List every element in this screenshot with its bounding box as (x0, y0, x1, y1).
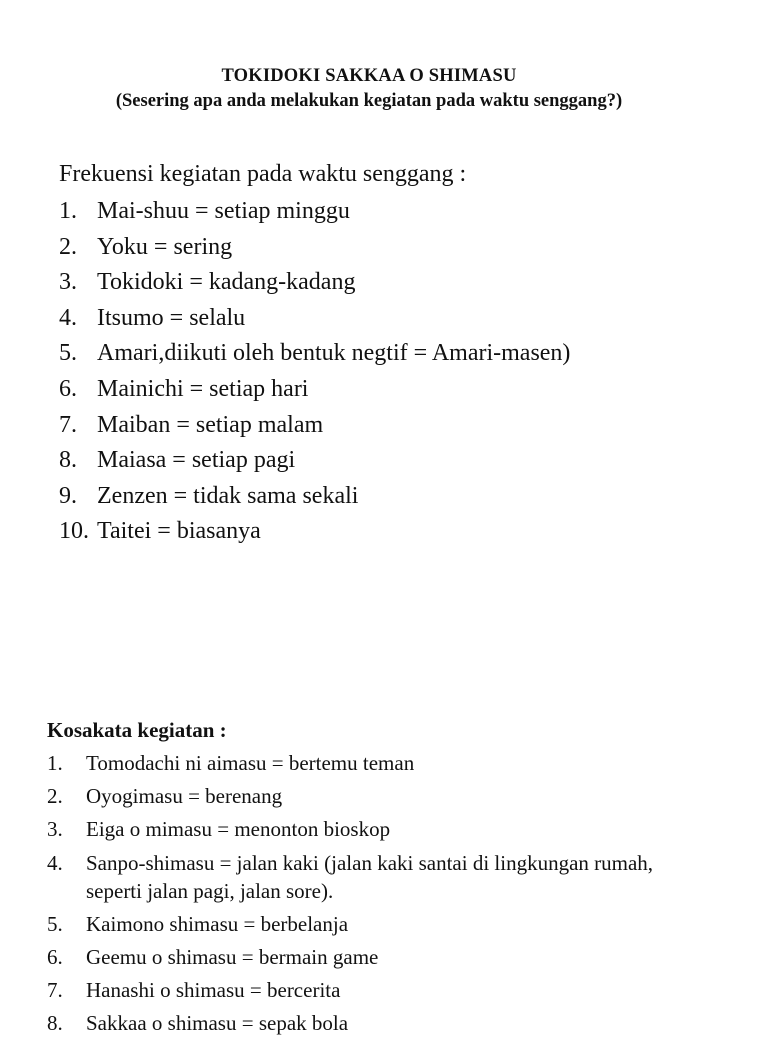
vocabulary-heading: Kosakata kegiatan : (47, 718, 227, 742)
list-item-number: 6. (47, 944, 63, 969)
list-item-text: Mainichi = setiap hari (97, 375, 309, 402)
list-item (59, 410, 570, 446)
list-item (47, 976, 686, 1004)
list-item-text: Sakkaa o shimasu = sepak bola (86, 1011, 349, 1036)
list-item (59, 445, 570, 481)
list-item-number: 2. (59, 233, 77, 260)
frequency-list (59, 196, 570, 552)
list-item (59, 481, 570, 517)
list-item-text: Amari,diikuti oleh bentuk negtif = Amari-masen) (97, 340, 571, 367)
list-item-text: Sanpo-shimasu = jalan kaki (jalan kaki santai di lingkungan rumah, seperti jalan pagi, jalan sore). (86, 850, 654, 903)
list-item (59, 374, 570, 410)
list-item (47, 1009, 686, 1037)
list-item-text: Tomodachi ni aimasu = bertemu teman (86, 751, 415, 775)
list-item (59, 338, 570, 374)
list-item-number: 5. (47, 911, 63, 936)
list-item-text: Geemu o shimasu = bermain game (86, 944, 379, 969)
list-item-text: Eiga o mimasu = menonton bioskop (86, 817, 391, 842)
list-item-number: 5. (59, 340, 77, 367)
list-item (59, 232, 570, 268)
list-item-number: 1. (47, 751, 63, 775)
list-item-number: 4. (47, 850, 63, 875)
vocabulary-list (47, 749, 686, 1043)
list-item (59, 516, 570, 552)
list-item-text: Kaimono shimasu = berbelanja (86, 911, 349, 936)
list-item (59, 196, 570, 232)
list-item (47, 815, 686, 843)
list-item-number: 3. (47, 817, 63, 842)
list-item-text: Itsumo = selalu (97, 304, 246, 331)
list-item-number: 8. (59, 447, 77, 474)
list-item-number: 9. (59, 482, 77, 509)
list-item (59, 303, 570, 339)
list-item-number: 7. (59, 411, 77, 438)
list-item-number: 8. (47, 1011, 63, 1036)
list-item (47, 849, 686, 905)
list-item-text: Oyogimasu = berenang (86, 784, 283, 809)
list-item (47, 943, 686, 971)
list-item-text: Hanashi o shimasu = bercerita (86, 978, 341, 1003)
document-title: TOKIDOKI SAKKAA O SHIMASU (221, 66, 517, 86)
list-item-text: Mai-shuu = setiap minggu (97, 198, 350, 224)
list-item-number: 1. (59, 198, 77, 224)
list-item-text: Zenzen = tidak sama sekali (97, 482, 359, 509)
list-item-text: Maiasa = setiap pagi (97, 447, 296, 474)
list-item-number: 4. (59, 304, 77, 331)
list-item-text: Tokidoki = kadang-kadang (97, 269, 356, 296)
list-item-text: Yoku = sering (97, 233, 233, 260)
list-item (47, 749, 686, 777)
list-item (47, 910, 686, 938)
list-item-number: 6. (59, 375, 77, 402)
list-item-number: 10. (59, 518, 89, 545)
frequency-heading: Frekuensi kegiatan pada waktu senggang : (59, 161, 467, 187)
list-item-text: Maiban = setiap malam (97, 411, 324, 438)
list-item-number: 3. (59, 269, 77, 296)
list-item (59, 267, 570, 303)
document-subtitle: (Sesering apa anda melakukan kegiatan pada waktu senggang?) (115, 91, 623, 111)
list-item-number: 2. (47, 784, 63, 809)
list-item-text: Taitei = biasanya (97, 518, 261, 545)
list-item-number: 7. (47, 978, 63, 1003)
list-item (47, 782, 686, 810)
